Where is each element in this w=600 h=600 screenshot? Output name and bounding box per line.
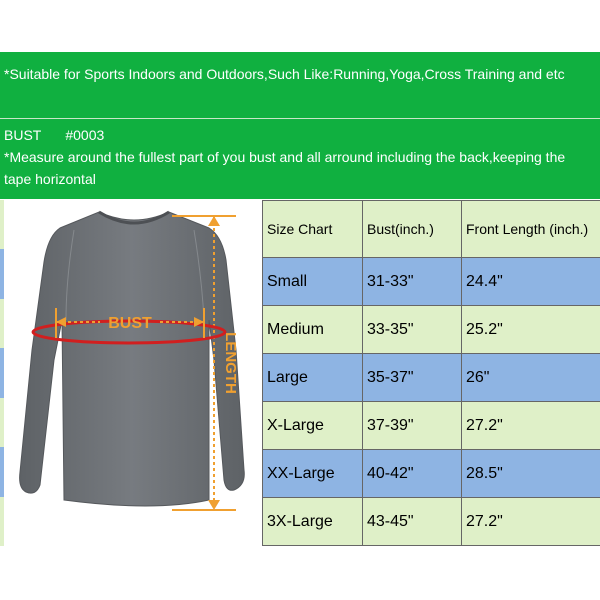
table-header-row — [263, 201, 600, 258]
shirt-body — [20, 212, 245, 506]
bust-heading: BUST — [4, 127, 42, 143]
bust-cell: 43-45" — [363, 498, 462, 546]
length-measure-label: LENGTH — [222, 332, 239, 394]
header-front-length: Front Length (inch.) — [462, 201, 600, 258]
suitability-banner — [0, 52, 600, 118]
bust-cell: 40-42" — [363, 450, 462, 498]
length-cell: 24.4" — [462, 258, 600, 306]
header-bust: Bust(inch.) — [363, 201, 462, 258]
table-row — [263, 498, 600, 546]
table-row — [263, 258, 600, 306]
length-cell: 28.5" — [462, 450, 600, 498]
size-cell: Large — [263, 354, 363, 402]
product-code: #0003 — [65, 127, 105, 143]
table-row — [263, 450, 600, 498]
size-cell: X-Large — [263, 402, 363, 450]
bottom-margin — [0, 546, 600, 600]
table-row — [263, 402, 600, 450]
suitability-text: *Suitable for Sports Indoors and Outdoors,Such Like:Running,Yoga,Cross Training and etc — [4, 66, 565, 82]
bust-cell: 33-35" — [363, 306, 462, 354]
size-cell: Small — [263, 258, 363, 306]
size-cell: XX-Large — [263, 450, 363, 498]
length-cell: 25.2" — [462, 306, 600, 354]
bust-measure-label: BUST — [108, 315, 152, 332]
bust-cell: 35-37" — [363, 354, 462, 402]
measurement-banner — [0, 118, 600, 199]
size-cell: Medium — [263, 306, 363, 354]
shirt-illustration — [4, 200, 262, 546]
length-cell: 27.2" — [462, 402, 600, 450]
bust-cell: 31-33" — [363, 258, 462, 306]
header-size-chart: Size Chart — [263, 201, 363, 258]
bust-code-line — [4, 124, 596, 146]
bust-cell: 37-39" — [363, 402, 462, 450]
length-cell: 27.2" — [462, 498, 600, 546]
size-chart-table — [262, 200, 600, 546]
size-cell: 3X-Large — [263, 498, 363, 546]
shirt-illustration-panel — [4, 200, 262, 546]
measurement-instructions: *Measure around the fullest part of you bust and all arround including the back,keeping the tape horizontal — [4, 149, 566, 187]
table-row — [263, 354, 600, 402]
length-cell: 26" — [462, 354, 600, 402]
table-row — [263, 306, 600, 354]
